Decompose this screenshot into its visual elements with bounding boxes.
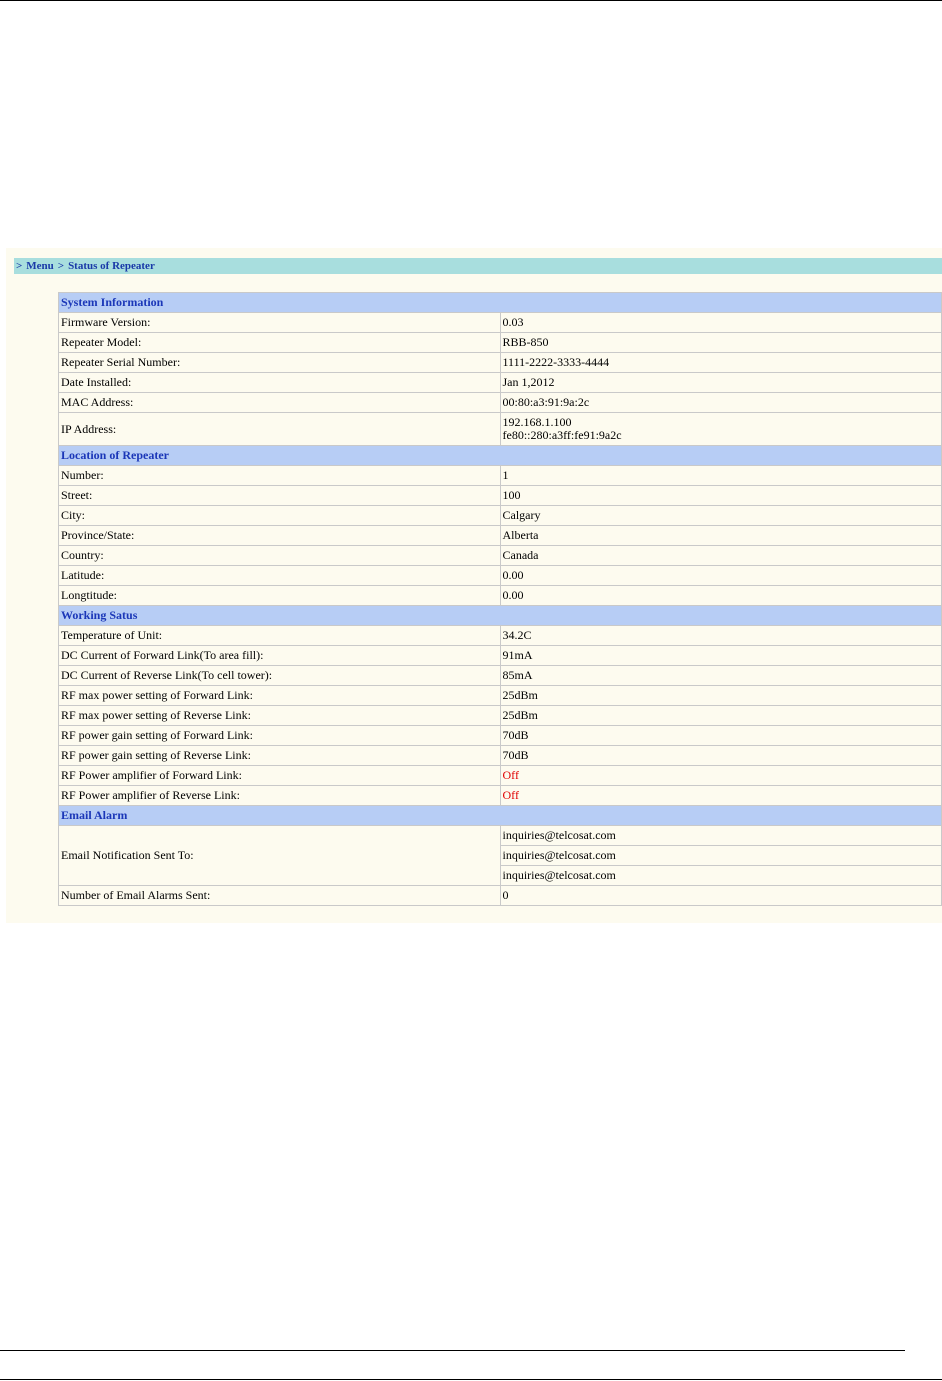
firmware-version-value: 0.03: [500, 313, 942, 333]
ip-address-value: [500, 413, 942, 446]
page-top-rule: [0, 0, 942, 1]
dc-current-reverse-value: 85mA: [500, 666, 942, 686]
longitude-value: 0.00: [500, 586, 942, 606]
section-header-email-alarm: Email Alarm: [59, 806, 942, 826]
amp-reverse-status: Off: [500, 786, 942, 806]
table-row: [59, 506, 942, 526]
breadcrumb-separator: >: [16, 260, 23, 272]
table-row: [59, 766, 942, 786]
mac-address-value: 00:80:a3:91:9a:2c: [500, 393, 942, 413]
table-row: [59, 786, 942, 806]
firmware-version-label: Firmware Version:: [59, 313, 501, 333]
email-alarms-count-label: Number of Email Alarms Sent:: [59, 886, 501, 906]
email-alarms-count-value: 0: [500, 886, 942, 906]
footer-rule: [0, 1350, 905, 1351]
serial-number-label: Repeater Serial Number:: [59, 353, 501, 373]
dc-current-forward-value: 91mA: [500, 646, 942, 666]
province-label: Province/State:: [59, 526, 501, 546]
ipv4-address: 192.168.1.100: [502, 415, 572, 429]
rf-max-reverse-label: RF max power setting of Reverse Link:: [59, 706, 501, 726]
breadcrumb-separator: >: [57, 260, 65, 272]
rf-max-forward-label: RF max power setting of Forward Link:: [59, 686, 501, 706]
amp-forward-label: RF Power amplifier of Forward Link:: [59, 766, 501, 786]
rf-gain-forward-label: RF power gain setting of Forward Link:: [59, 726, 501, 746]
table-row: [59, 486, 942, 506]
table-row: [59, 313, 942, 333]
temperature-label: Temperature of Unit:: [59, 626, 501, 646]
street-value: 100: [500, 486, 942, 506]
longitude-label: Longtitude:: [59, 586, 501, 606]
email-notification-label: Email Notification Sent To:: [59, 826, 501, 886]
footer-rule-bottom: [0, 1379, 942, 1380]
amp-forward-status: Off: [500, 766, 942, 786]
repeater-model-label: Repeater Model:: [59, 333, 501, 353]
section-header-system-information: System Information: [59, 293, 942, 313]
table-row: [59, 373, 942, 393]
city-value: Calgary: [500, 506, 942, 526]
table-row: [59, 353, 942, 373]
temperature-value: 34.2C: [500, 626, 942, 646]
amp-reverse-label: RF Power amplifier of Reverse Link:: [59, 786, 501, 806]
status-panel: [6, 248, 942, 923]
table-row: [59, 413, 942, 446]
breadcrumb-current-page: Status of Repeater: [68, 260, 155, 272]
country-value: Canada: [500, 546, 942, 566]
latitude-label: Latitude:: [59, 566, 501, 586]
table-row: [59, 526, 942, 546]
date-installed-label: Date Installed:: [59, 373, 501, 393]
email-recipient-1: inquiries@telcosat.com: [500, 826, 942, 846]
table-row: [59, 393, 942, 413]
table-row: [59, 886, 942, 906]
table-row: [59, 706, 942, 726]
table-row: [59, 333, 942, 353]
email-recipient-2: inquiries@telcosat.com: [500, 846, 942, 866]
table-row: [59, 826, 942, 846]
table-row: [59, 646, 942, 666]
table-row: [59, 586, 942, 606]
repeater-status-table: [58, 292, 942, 906]
street-label: Street:: [59, 486, 501, 506]
province-value: Alberta: [500, 526, 942, 546]
ip-address-label: IP Address:: [59, 413, 501, 446]
table-row: [59, 566, 942, 586]
ipv6-address: fe80::280:a3ff:fe91:9a2c: [502, 428, 622, 442]
rf-gain-reverse-value: 70dB: [500, 746, 942, 766]
table-row: [59, 666, 942, 686]
email-recipient-3: inquiries@telcosat.com: [500, 866, 942, 886]
city-label: City:: [59, 506, 501, 526]
latitude-value: 0.00: [500, 566, 942, 586]
date-installed-value: Jan 1,2012: [500, 373, 942, 393]
table-row: [59, 726, 942, 746]
mac-address-label: MAC Address:: [59, 393, 501, 413]
repeater-model-value: RBB-850: [500, 333, 942, 353]
country-label: Country:: [59, 546, 501, 566]
table-row: [59, 686, 942, 706]
section-header-location: Location of Repeater: [59, 446, 942, 466]
rf-max-forward-value: 25dBm: [500, 686, 942, 706]
table-row: [59, 626, 942, 646]
section-header-working-status: Working Satus: [59, 606, 942, 626]
table-row: [59, 466, 942, 486]
number-value: 1: [500, 466, 942, 486]
breadcrumb-menu-link[interactable]: Menu: [26, 260, 54, 272]
dc-current-reverse-label: DC Current of Reverse Link(To cell tower):: [59, 666, 501, 686]
number-label: Number:: [59, 466, 501, 486]
rf-max-reverse-value: 25dBm: [500, 706, 942, 726]
table-row: [59, 546, 942, 566]
table-row: [59, 746, 942, 766]
rf-gain-reverse-label: RF power gain setting of Reverse Link:: [59, 746, 501, 766]
dc-current-forward-label: DC Current of Forward Link(To area fill):: [59, 646, 501, 666]
serial-number-value: 1111-2222-3333-4444: [500, 353, 942, 373]
breadcrumb: [14, 258, 942, 274]
rf-gain-forward-value: 70dB: [500, 726, 942, 746]
